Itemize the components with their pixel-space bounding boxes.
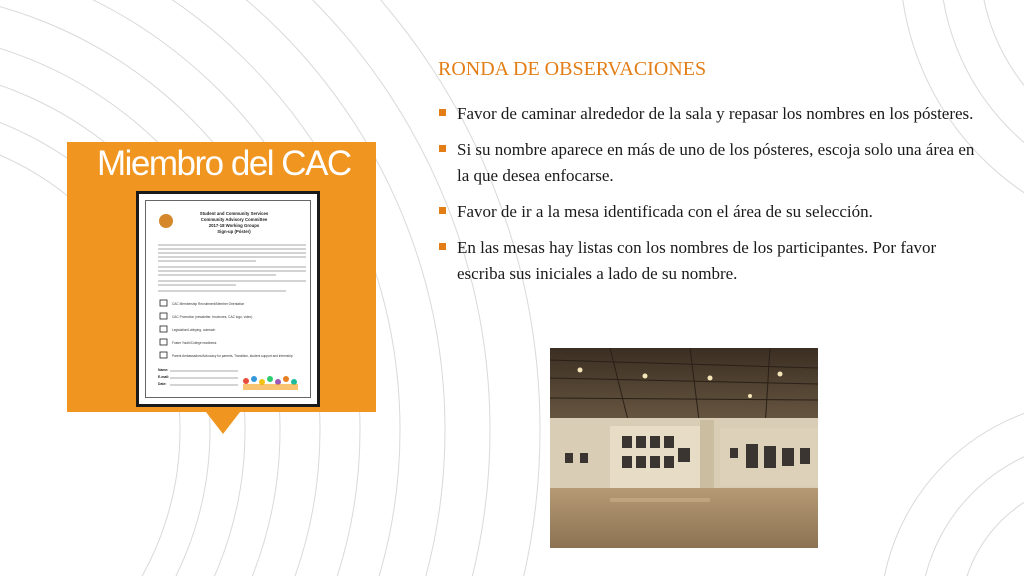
poster-item-3: Foster Youth/College readiness	[172, 341, 217, 345]
bullet-list	[437, 101, 977, 297]
poster-item-2: Legislation/Lobbying, outreach	[172, 328, 216, 332]
gallery-photo	[550, 348, 818, 548]
poster-name-label: Name:	[158, 368, 169, 372]
poster-header-0: Student and Community Services	[199, 211, 269, 216]
poster-checkbox	[160, 352, 167, 358]
poster-checkbox	[160, 300, 167, 306]
poster-frame	[145, 200, 311, 398]
bullet-item: Favor de caminar alrededor de la sala y repasar los nombres en los pósteres.	[437, 101, 977, 127]
poster-checkbox	[160, 313, 167, 319]
poster-seal	[159, 214, 173, 228]
poster-email-label: E-mail:	[158, 375, 170, 379]
poster-date-label: Date:	[158, 382, 167, 386]
poster-image	[136, 191, 320, 407]
poster-item-0: CAC Membership Recruitment/Member Orientation	[172, 302, 245, 306]
bullet-item: En las mesas hay listas con los nombres de los participantes. Por favor escriba sus iniciales a lado de su nombre.	[437, 235, 977, 287]
bullet-item: Favor de ir a la mesa identificada con el área de su selección.	[437, 199, 977, 225]
poster-header-3: Sign-up (Póster)	[217, 229, 251, 234]
poster-item-4: Parent Ambassadors/Advocacy for parents, Transition, student support and internship	[172, 354, 293, 358]
poster-header-1: Community Advisory Committee	[200, 217, 268, 222]
poster-item-1: CAC Promotion (newsletter, brochures, CAC logo, video)	[172, 315, 253, 319]
pointer-arrow	[206, 412, 240, 434]
poster-header-2: 2017-18 Working Groups	[208, 223, 260, 228]
poster-checkbox	[160, 326, 167, 332]
poster-content	[146, 201, 316, 403]
poster-people-graphic	[243, 376, 298, 390]
section-heading: RONDA DE OBSERVACIONES	[438, 58, 707, 80]
bullet-item: Si su nombre aparece en más de uno de los pósteres, escoja solo una área en la que desea enfocarse.	[437, 137, 977, 189]
poster-paragraph-lines	[158, 245, 306, 291]
slide-title: Miembro del CAC	[97, 144, 351, 183]
poster-checkbox	[160, 339, 167, 345]
